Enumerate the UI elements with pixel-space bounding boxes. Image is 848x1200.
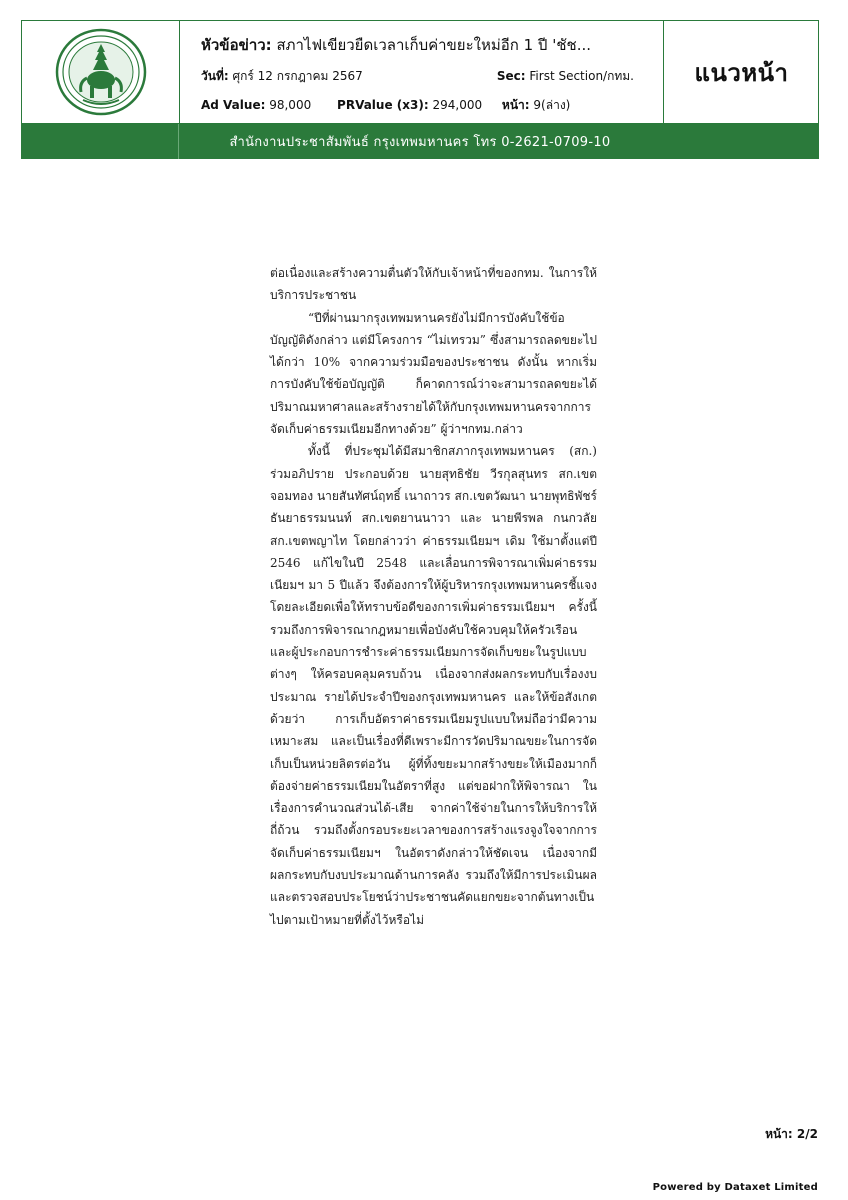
ad-value: 98,000	[269, 98, 312, 112]
date-row	[201, 67, 656, 86]
article-body	[270, 262, 597, 931]
date-value: ศุกร์ 12 กรกฎาคม 2567	[232, 69, 363, 83]
logo-cell	[22, 21, 180, 123]
page-number-label: หน้า:	[765, 1127, 793, 1141]
headline-row	[201, 33, 656, 57]
page-label: หน้า:	[501, 98, 530, 112]
office-banner	[21, 124, 819, 159]
section-info	[497, 67, 634, 86]
headline-label: หัวข้อข่าว:	[201, 36, 272, 54]
powered-by: Powered by Dataxet Limited	[652, 1182, 818, 1193]
headline-text: สภาไฟเขียวยืดเวลาเก็บค่าขยะใหม่อีก 1 ปี 'ชัช...	[276, 36, 592, 54]
publication-name: แนวหน้า	[694, 58, 789, 87]
date-label: วันที่:	[201, 69, 229, 83]
page-number-value: 2/2	[796, 1127, 818, 1141]
page-number	[765, 1125, 818, 1144]
article-paragraph: ทั้งนี้ ที่ประชุมได้มีสมาชิกสภากรุงเทพมหานคร (สก.) ร่วมอภิปราย ประกอบด้วย นายสุทธิชัย วีรกุลสุนทร สก.เขตจอมทอง นายสันทัศน์ฤทธิ์ เนาถาวร สก.เขตวัฒนา นายพุทธิพัชร์ ธันยาธรรมนนท์ สก.เขตยานนาวา และ นายพีรพล กนกวลัย สก.เขตพญาไท โดยกล่าวว่า ค่าธรรมเนียมฯ เดิม ใช้มาตั้งแต่ปี 2546 แก้ไขในปี 2548 และเลื่อนการพิจารณาเพิ่มค่าธรรมเนียมฯ มา 5 ปีแล้ว จึงต้องการให้ผู้บริหารกรุงเทพมหานครชี้แจงโดยละเอียดเพื่อให้ทราบข้อดีของการเพิ่มค่าธรรมเนียมฯ ครั้งนี้ รวมถึงการพิจารณากฎหมายเพื่อบังคับใช้ควบคุมให้ครัวเรือนและผู้ประกอบการชำระค่าธรรมเนียมการจัดเก็บขยะในรูปแบบต่างๆ ให้ครอบคลุมครบถ้วน เนื่องจากส่งผลกระทบกับเรื่องงบประมาณ รายได้ประจำปีของกรุงเทพมหานคร และให้ข้อสังเกตด้วยว่า การเก็บอัตราค่าธรรมเนียมรูปแบบใหม่ถือว่ามีความเหมาะสม และเป็นเรื่องที่ดีเพราะมีการวัดปริมาณขยะในการจัดเก็บเป็นหน่วยลิตรต่อวัน ผู้ที่ทิ้งขยะมากสร้างขยะให้เมืองมากก็ต้องจ่ายค่าธรรมเนียมในอัตราที่สูง แต่ขอฝากให้พิจารณา ในเรื่องการคำนวณส่วนได้-เสีย จากค่าใช้จ่ายในการให้บริการให้ถี่ถ้วน รวมถึงตั้งกรอบระยะเวลาของการสร้างแรงจูงใจจากการจัดเก็บค่าธรรมเนียมฯ ในอัตราดังกล่าวให้ชัดเจน เนื่องจากมีผลกระทบกับงบประมาณด้านการคลัง รวมถึงให้มีการประเมินผล และตรวจสอบประโยชน์ว่าประชาชนคัดแยกขยะจากต้นทางเป็นไปตามเป้าหมายที่ตั้งไว้หรือไม่	[270, 444, 597, 927]
publication-tag-cell	[663, 21, 819, 123]
bma-seal-logo	[53, 26, 149, 118]
pr-value-label: PRValue (x3):	[337, 98, 429, 112]
section-value: First Section/กทม.	[529, 69, 634, 83]
info-cell	[180, 21, 662, 123]
page-value: 9(ล่าง)	[533, 98, 571, 112]
article-paragraph: ต่อเนื่องและสร้างความตื่นตัวให้กับเจ้าหน้าที่ของกทม. ในการให้บริการประชาชน	[270, 266, 597, 303]
section-label: Sec:	[496, 69, 526, 83]
office-banner-text: สำนักงานประชาสัมพันธ์ กรุงเทพมหานคร โทร 0-2621-0709-10	[229, 135, 611, 150]
ad-value-label: Ad Value:	[201, 98, 266, 112]
pr-value: 294,000	[432, 98, 483, 112]
clipping-header	[21, 20, 819, 124]
value-row	[201, 96, 656, 115]
article-paragraph: “ปีที่ผ่านมากรุงเทพมหานครยังไม่มีการบังคับใช้ข้อบัญญัติดังกล่าว แต่มีโครงการ “ไม่เทรวม” ซึ่งสามารถลดขยะไปได้กว่า 10% จากความร่วมมือของประชาชน ดังนั้น หากเริ่มการบังคับใช้ข้อบัญญัติ ก็คาดการณ์ว่าจะสามารถลดขยะได้ปริมาณมหาศาลและสร้างรายได้ให้กับกรุงเทพมหานครจากการจัดเก็บค่าธรรมเนียมอีกทางด้วย” ผู้ว่าฯกทม.กล่าว	[270, 310, 597, 437]
banner-divider	[178, 124, 179, 159]
